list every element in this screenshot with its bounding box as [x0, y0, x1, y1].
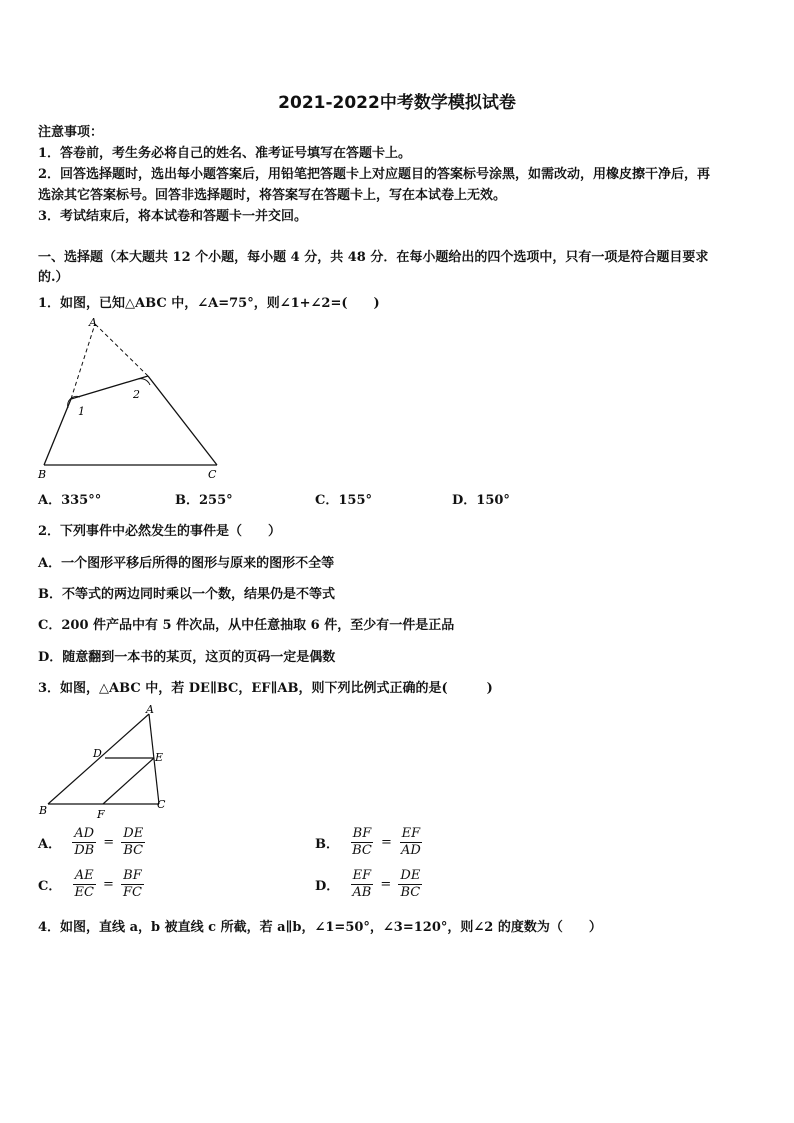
vertex-a-label: A [146, 703, 154, 716]
q3-option-a-label: A． [38, 837, 62, 852]
fraction-right: $\frac{EF}{AD}$ [400, 826, 421, 858]
notice-line-2b: 选涂其它答案标号。回答非选择题时，将答案写在答题卡上，写在本试卷上无效。 [38, 188, 507, 203]
notice-line-1: 1．答卷前，考生务必将自己的姓名、准考证号填写在答题卡上。 [38, 146, 412, 161]
segment-ef [103, 758, 154, 804]
q3-option-d-label: D． [315, 879, 340, 894]
vertex-b-label: B [38, 468, 47, 481]
q3-option-b-label: B． [315, 837, 339, 852]
fraction-left: $\frac{BF}{BC}$ [352, 826, 372, 858]
q2-option-d: D．随意翻到一本书的某页，这页的页码一定是偶数 [38, 650, 336, 665]
vertex-a-label: A [89, 316, 97, 329]
fraction-right: $\frac{BF}{FC}$ [122, 868, 142, 900]
q3-option-c: C． $\frac{AE}{EC}$ = $\frac{BF}{FC}$ [38, 868, 142, 900]
vertex-c-label: C [208, 468, 217, 481]
vertex-e-label: E [155, 751, 164, 764]
q2-option-a: A．一个图形平移后所得的图形与原来的图形不全等 [38, 556, 335, 571]
q1-stem: 1．如图，已知△ABC 中，∠A=75°，则∠1+∠2=( ) [38, 296, 380, 311]
vertex-f-label: F [97, 808, 105, 821]
angle-2-arc [138, 379, 150, 385]
q1-option-a: A．335°° [38, 493, 102, 508]
fraction-right: $\frac{DE}{BC}$ [400, 868, 421, 900]
fraction-left: $\frac{AD}{DB}$ [74, 826, 95, 858]
q2-option-c: C．200 件产品中有 5 件次品，从中任意抽取 6 件，至少有一件是正品 [38, 618, 455, 633]
q3-option-d: D． $\frac{EF}{AB}$ = $\frac{DE}{BC}$ [315, 868, 421, 900]
q2-option-b: B．不等式的两边同时乘以一个数，结果仍是不等式 [38, 587, 335, 602]
notice-line-3: 3．考试结束后，将本试卷和答题卡一并交回。 [38, 209, 308, 224]
section-heading-b: 的.） [38, 270, 69, 285]
side-ac-dashed [95, 324, 148, 376]
q2-stem: 2．下列事件中必然发生的事件是（ ） [38, 524, 282, 539]
fraction-left: $\frac{EF}{AB}$ [352, 868, 372, 900]
q4-stem: 4．如图，直线 a，b 被直线 c 所截，若 a∥b，∠1=50°，∠3=120°，则∠2 的度数为（ ） [38, 920, 602, 935]
q3-triangle-figure [36, 702, 176, 822]
fraction-left: $\frac{AE}{EC}$ [74, 868, 94, 900]
q1-option-c: C．155° [315, 493, 372, 508]
vertex-d-label: D [93, 747, 102, 760]
vertex-c-label: C [157, 798, 166, 811]
angle-2-label: 2 [133, 388, 140, 401]
q1-triangle-figure [34, 312, 224, 482]
notice-heading: 注意事项： [38, 125, 104, 140]
q3-option-a: A． $\frac{AD}{DB}$ = $\frac{DE}{BC}$ [38, 826, 144, 858]
side-ab-dashed [71, 324, 95, 399]
notice-line-2a: 2．回答选择题时，选出每小题答案后，用铅笔把答题卡上对应题目的答案标号涂黑，如需改动，用橡皮擦干净后，再 [38, 167, 711, 182]
q3-option-c-label: C． [38, 879, 62, 894]
q1-option-b: B．255° [175, 493, 233, 508]
page-title: 2021-2022中考数学模拟试卷 [278, 93, 516, 113]
q3-option-b: B． $\frac{BF}{BC}$ = $\frac{EF}{AD}$ [315, 826, 421, 858]
q3-stem: 3．如图，△ABC 中，若 DE∥BC，EF∥AB，则下列比例式正确的是( ) [38, 681, 493, 696]
side-ab-lower [44, 399, 71, 465]
vertex-b-label: B [39, 804, 48, 817]
fraction-right: $\frac{DE}{BC}$ [123, 826, 144, 858]
q1-option-d: D．150° [452, 493, 510, 508]
section-heading-a: 一、选择题（本大题共 12 个小题，每小题 4 分，共 48 分．在每小题给出的四个选项中，只有一项是符合题目要求 [38, 250, 709, 265]
side-ac-lower [148, 376, 217, 465]
angle-1-label: 1 [78, 405, 85, 418]
